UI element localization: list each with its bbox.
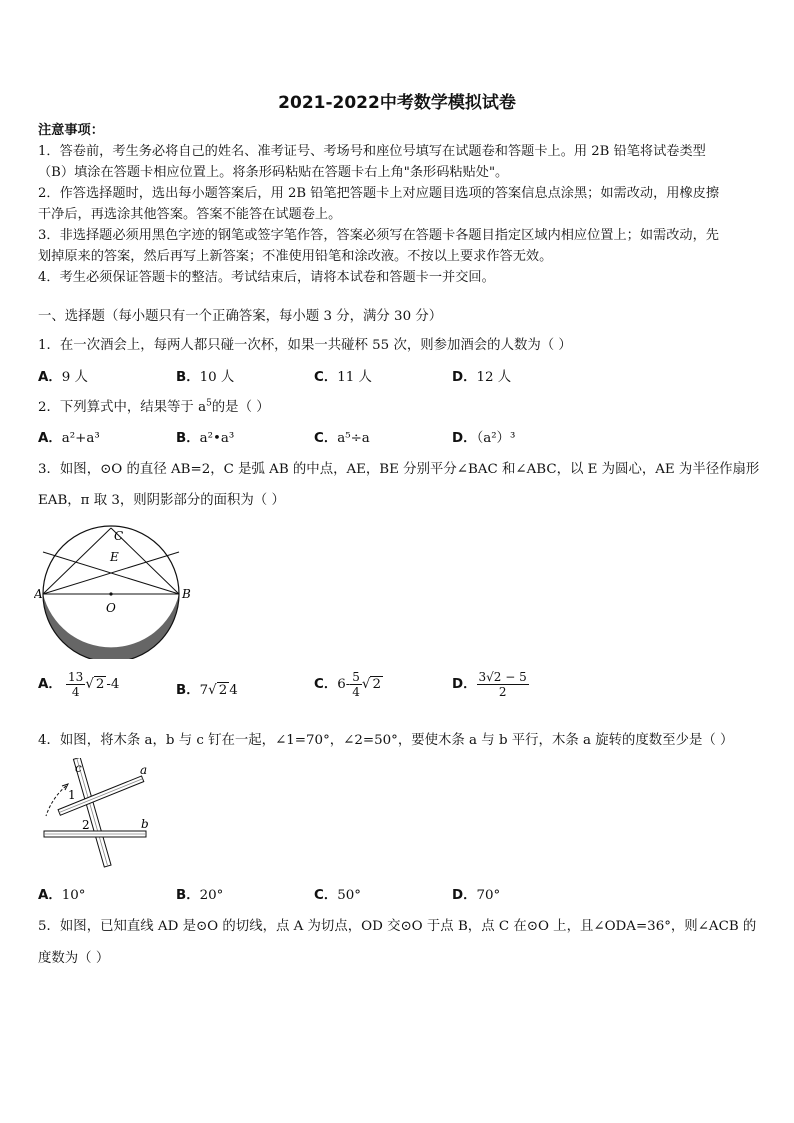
label-a: A (34, 587, 43, 601)
sqrt: √ 2 (361, 677, 381, 692)
label-c: c (75, 761, 82, 775)
q4-option-c[interactable]: C．50° (314, 888, 361, 903)
q4-option-d[interactable]: D．70° (452, 888, 501, 903)
exam-title: 2021-2022中考数学模拟试卷 (278, 93, 516, 113)
chord-ac (43, 528, 111, 594)
q3-option-b[interactable]: B．7√ 2 4 (176, 683, 238, 698)
notes-line: （B）填涂在答题卡相应位置上。将条形码粘贴在答题卡右上角"条形码粘贴处"。 (38, 165, 509, 180)
label-angle-2: 2 (82, 818, 90, 832)
label-o: O (106, 601, 116, 615)
q2-option-b[interactable]: B．a²•a³ (176, 431, 235, 446)
q3-option-a[interactable]: A． $\frac{13}{4}$ √ 2 -4 (38, 670, 120, 699)
center-point (109, 592, 112, 595)
q3-stem-line2: EAB，π 取 3，则阴影部分的面积为（ ） (38, 493, 285, 508)
notes-line: 4．考生必须保证答题卡的整洁。考试结束后，请将本试卷和答题卡一并交回。 (38, 270, 495, 285)
fraction: $\frac{13}{4}$ (68, 670, 84, 699)
label-angle-1: 1 (68, 788, 76, 802)
sqrt: √ 2 (208, 683, 228, 698)
q2-stem: 2．下列算式中，结果等于 $a^5$的是（ ） (38, 398, 270, 415)
q5-stem-line2: 度数为（ ） (38, 951, 110, 966)
fraction: $\frac{5}{4}$ (352, 670, 360, 699)
fraction: $\frac{3√2 - 5}{2}$ (478, 670, 527, 699)
label-e: E (110, 550, 119, 564)
q3-option-d[interactable]: D． $\frac{3√2 - 5}{2}$ (452, 670, 527, 699)
notes-line: 划掉原来的答案，然后再写上新答案；不准使用铅笔和涂改液。不按以上要求作答无效。 (38, 249, 553, 264)
q1-option-d[interactable]: D．12 人 (452, 370, 512, 385)
q4-option-b[interactable]: B．20° (176, 888, 224, 903)
q4-sticks-figure (38, 758, 163, 870)
label-c: C (114, 529, 124, 543)
sqrt: √ 2 (85, 677, 105, 692)
notes-line: 干净后，再选涂其他答案。答案不能答在试题卷上。 (38, 207, 342, 222)
q1-option-c[interactable]: C．11 人 (314, 370, 372, 385)
q4-option-a[interactable]: A．10° (38, 888, 86, 903)
notes-heading: 注意事项： (38, 123, 104, 138)
q5-stem-line1: 5．如图，已知直线 AD 是⊙O 的切线，点 A 为切点，OD 交⊙O 于点 B，点 C 在⊙O 上，且∠ODA=36°，则∠ACB 的 (38, 919, 757, 934)
label-b: b (141, 817, 149, 831)
q1-option-b[interactable]: B．10 人 (176, 370, 235, 385)
q1-option-a[interactable]: A．9 人 (38, 370, 88, 385)
q2-option-d[interactable]: D．（a²）³ (452, 431, 516, 446)
q3-option-c[interactable]: C．6- $\frac{5}{4}$ √ 2 (314, 670, 381, 699)
section-heading: 一、选择题（每小题只有一个正确答案，每小题 3 分，满分 30 分） (38, 309, 443, 324)
notes-block (38, 120, 768, 288)
label-b: B (182, 587, 191, 601)
notes-line: 2．作答选择题时，选出每小题答案后，用 2B 铅笔把答题卡上对应题目选项的答案信息点涂黑；如需改动，用橡皮擦 (38, 186, 720, 201)
notes-line: 3．非选择题必须用黑色字迹的钢笔或签字笔作答，答案必须写在答题卡各题目指定区域内相应位置上；如需改动，先 (38, 228, 719, 243)
q3-circle-figure (34, 524, 194, 659)
label-a: a (140, 763, 148, 777)
notes-line: 1．答卷前，考生务必将自己的姓名、准考证号、考场号和座位号填写在试题卷和答题卡上。用 2B 铅笔将试卷类型 (38, 144, 706, 159)
q4-stem: 4．如图，将木条 a，b 与 c 钉在一起，∠1=70°，∠2=50°，要使木条 a 与 b 平行，木条 a 旋转的度数至少是（ ） (38, 733, 734, 748)
q1-stem: 1．在一次酒会上，每两人都只碰一次杯，如果一共碰杯 55 次，则参加酒会的人数为（ ） (38, 338, 572, 353)
q3-stem-line1: 3．如图，⊙O 的直径 AB=2，C 是弧 AB 的中点，AE，BE 分别平分∠BAC 和∠ABC，以 E 为圆心，AE 为半径作扇形 (38, 462, 760, 477)
q2-option-c[interactable]: C．a⁵÷a (314, 431, 370, 446)
q2-option-a[interactable]: A．a²+a³ (38, 431, 100, 446)
